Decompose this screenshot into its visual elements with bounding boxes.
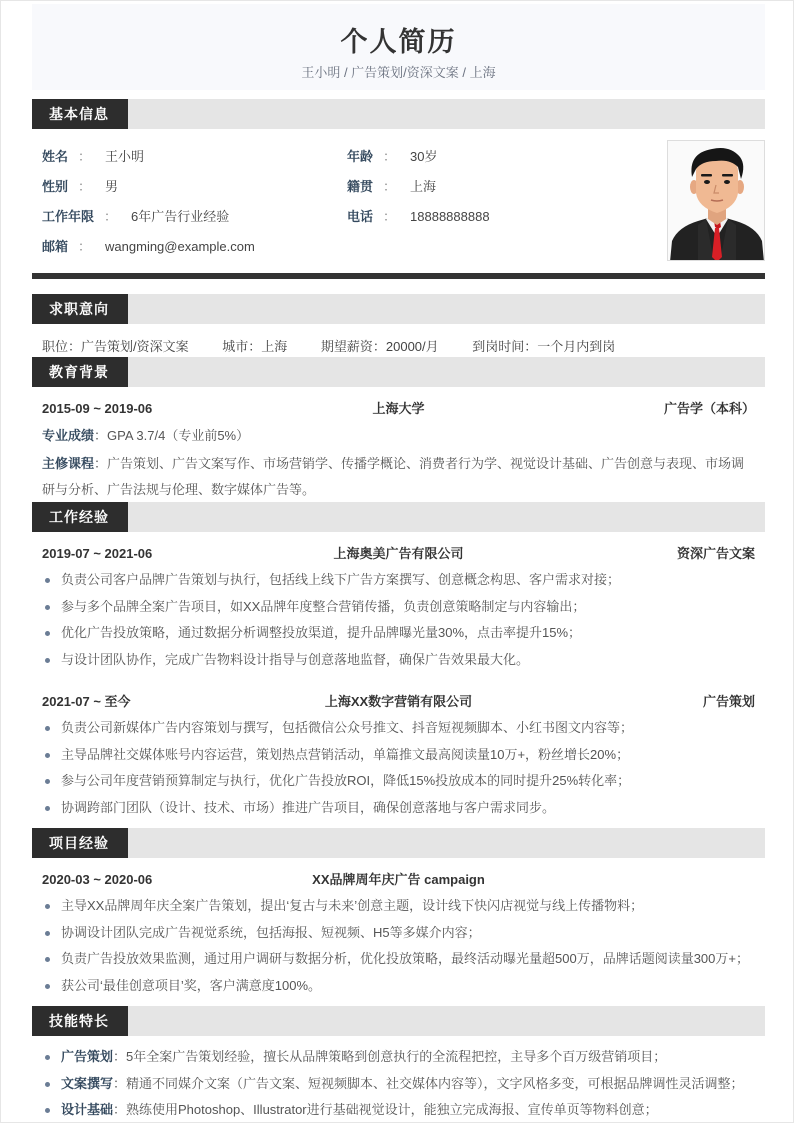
list-item: 协调设计团队完成广告视觉系统，包括海报、短视频、H5等多媒介内容； xyxy=(42,920,762,947)
info-value: wangming@example.com xyxy=(105,239,255,254)
section-header-project xyxy=(32,828,765,858)
skill-item xyxy=(42,1097,762,1123)
avatar-illustration-icon xyxy=(668,141,765,261)
work-company: 上海XX数字营销有限公司 xyxy=(324,694,473,709)
skill-text: ：5年全案广告策划经验，擅长从品牌策略到创意执行的全流程把控，主导多个百万级营销项目； xyxy=(113,1049,667,1064)
work-period: 2021-07 ~ 至今 xyxy=(42,694,131,709)
section-title: 项目经验 xyxy=(32,828,128,858)
info-value: 30岁 xyxy=(410,149,438,164)
list-item: 优化广告投放策略，通过数据分析调整投放渠道，提升品牌曝光量30%，点击率提升15%； xyxy=(42,620,762,647)
work-role: 资深广告文案 xyxy=(676,546,755,561)
courses-label: 主修课程 xyxy=(42,456,95,471)
section-header-work xyxy=(32,502,765,532)
info-colon: ： xyxy=(383,149,397,164)
skill-label: 广告策划 xyxy=(61,1049,114,1064)
info-colon: ： xyxy=(78,239,92,254)
courses-value: ：广告策划、广告文案写作、市场营销学、传播学概论、消费者行为学、视觉设计基础、广告创意与表现、市场调研与分析、广告法规与伦理、数字媒体广告等。 xyxy=(42,456,745,497)
education-row xyxy=(42,400,755,418)
work-row xyxy=(42,545,755,563)
list-item: 参与公司年度营销预算制定与执行，优化广告投放ROI，降低15%投放成本的同时提升25%转化率； xyxy=(42,768,762,795)
section-title: 求职意向 xyxy=(32,294,128,324)
skill-label: 文案撰写 xyxy=(61,1075,114,1091)
skill-text: ：熟练使用Photoshop、Illustrator进行基础视觉设计，能独立完成海报、宣传单页等物料创意； xyxy=(113,1102,658,1117)
section-header-basic xyxy=(32,99,765,129)
info-label: 年龄 xyxy=(347,149,374,164)
info-label: 电话 xyxy=(347,209,374,224)
work-company: 上海奥美广告有限公司 xyxy=(333,546,464,561)
info-value: 18888888888 xyxy=(410,209,490,224)
info-label: 邮箱 xyxy=(42,239,69,254)
education-grade xyxy=(42,423,755,449)
info-value: 男 xyxy=(105,179,119,194)
info-name xyxy=(42,148,144,166)
info-email xyxy=(42,238,255,256)
section-title: 技能特长 xyxy=(32,1006,128,1036)
info-colon: ： xyxy=(78,149,92,164)
info-experience xyxy=(42,208,229,226)
list-item: 负责公司客户品牌广告策划与执行，包括线上线下广告方案撰写、创意概念构思、客户需求对接； xyxy=(42,567,762,594)
education-courses xyxy=(42,451,755,503)
info-colon: ： xyxy=(383,209,397,224)
info-age xyxy=(347,148,438,166)
intent-position: 职位：广告策划/资深文案 xyxy=(42,339,189,354)
grade-label: 专业成绩 xyxy=(42,428,95,443)
list-item: 参与多个品牌全案广告项目，如XX品牌年度整合营销传播，负责创意策略制定与内容输出； xyxy=(42,594,762,621)
info-hometown xyxy=(347,178,436,196)
list-item: 与设计团队协作，完成广告物料设计指导与创意落地监督，确保广告效果最大化。 xyxy=(42,647,762,674)
project-period: 2020-03 ~ 2020-06 xyxy=(42,872,153,887)
resume-header xyxy=(32,4,765,90)
info-colon: ： xyxy=(78,179,92,194)
intent-city: 城市：上海 xyxy=(222,339,288,354)
section-divider xyxy=(32,273,765,279)
list-item: 主导品牌社交媒体账号内容运营，策划热点营销活动，单篇推文最高阅读量10万+，粉丝增长20%； xyxy=(42,742,762,769)
info-gender xyxy=(42,178,118,196)
education-major: 广告学（本科） xyxy=(663,401,755,416)
info-value: 上海 xyxy=(410,179,437,194)
list-item: 协调跨部门团队（设计、技术、市场）推进广告项目，确保创意落地与客户需求同步。 xyxy=(42,795,762,822)
info-label: 工作年限 xyxy=(42,209,95,224)
page-subtitle: 王小明 / 广告策划/资深文案 / 上海 xyxy=(301,65,496,80)
section-header-education xyxy=(32,357,765,387)
work-row xyxy=(42,693,755,711)
work-bullets xyxy=(42,567,762,673)
section-title: 基本信息 xyxy=(32,99,128,129)
page-title: 个人简历 xyxy=(340,27,457,57)
skill-item xyxy=(42,1071,762,1098)
education-period: 2015-09 ~ 2019-06 xyxy=(42,401,153,416)
section-title: 工作经验 xyxy=(32,502,128,532)
list-item: 获公司‘最佳创意项目’奖，客户满意度100%。 xyxy=(42,973,762,1000)
profile-photo xyxy=(667,140,765,261)
intent-salary: 期望薪资：20000/月 xyxy=(320,339,439,354)
info-label: 籍贯 xyxy=(347,179,374,194)
grade-value: ：GPA 3.7/4（专业前5%） xyxy=(94,428,250,443)
section-header-intent xyxy=(32,294,765,324)
info-value: 王小明 xyxy=(105,149,145,164)
section-title: 教育背景 xyxy=(32,357,128,387)
info-label: 性别 xyxy=(42,179,69,194)
info-label: 姓名 xyxy=(42,149,69,164)
skills-list xyxy=(42,1044,762,1123)
skill-item xyxy=(42,1044,762,1071)
section-header-skills xyxy=(32,1006,765,1036)
info-colon: ： xyxy=(104,209,118,224)
skill-label: 设计基础 xyxy=(61,1102,114,1117)
job-intent xyxy=(42,338,645,356)
info-colon: ： xyxy=(383,179,397,194)
list-item: 主导XX品牌周年庆全案广告策划，提出‘复古与未来’创意主题，设计线下快闪店视觉与线上传播物料； xyxy=(42,893,762,920)
info-phone xyxy=(347,208,490,226)
work-role: 广告策划 xyxy=(702,694,755,709)
skill-text: ：精通不同媒介文案（广告文案、短视频脚本、社交媒体内容等），文字风格多变，可根据品牌调性灵活调整； xyxy=(113,1075,744,1091)
info-value: 6年广告行业经验 xyxy=(131,209,230,224)
project-name: XX品牌周年庆广告 campaign xyxy=(312,872,485,887)
project-bullets xyxy=(42,893,762,999)
work-bullets xyxy=(42,715,762,821)
project-row xyxy=(42,871,755,889)
intent-arrival: 到岗时间：一个月内到岗 xyxy=(472,339,616,354)
list-item: 负责公司新媒体广告内容策划与撰写，包括微信公众号推文、抖音短视频脚本、小红书图文内容等； xyxy=(42,715,762,742)
work-period: 2019-07 ~ 2021-06 xyxy=(42,546,153,561)
list-item: 负责广告投放效果监测，通过用户调研与数据分析，优化投放策略，最终活动曝光量超500万，品牌话题阅读量300万+； xyxy=(42,946,762,973)
education-school: 上海大学 xyxy=(372,401,425,416)
